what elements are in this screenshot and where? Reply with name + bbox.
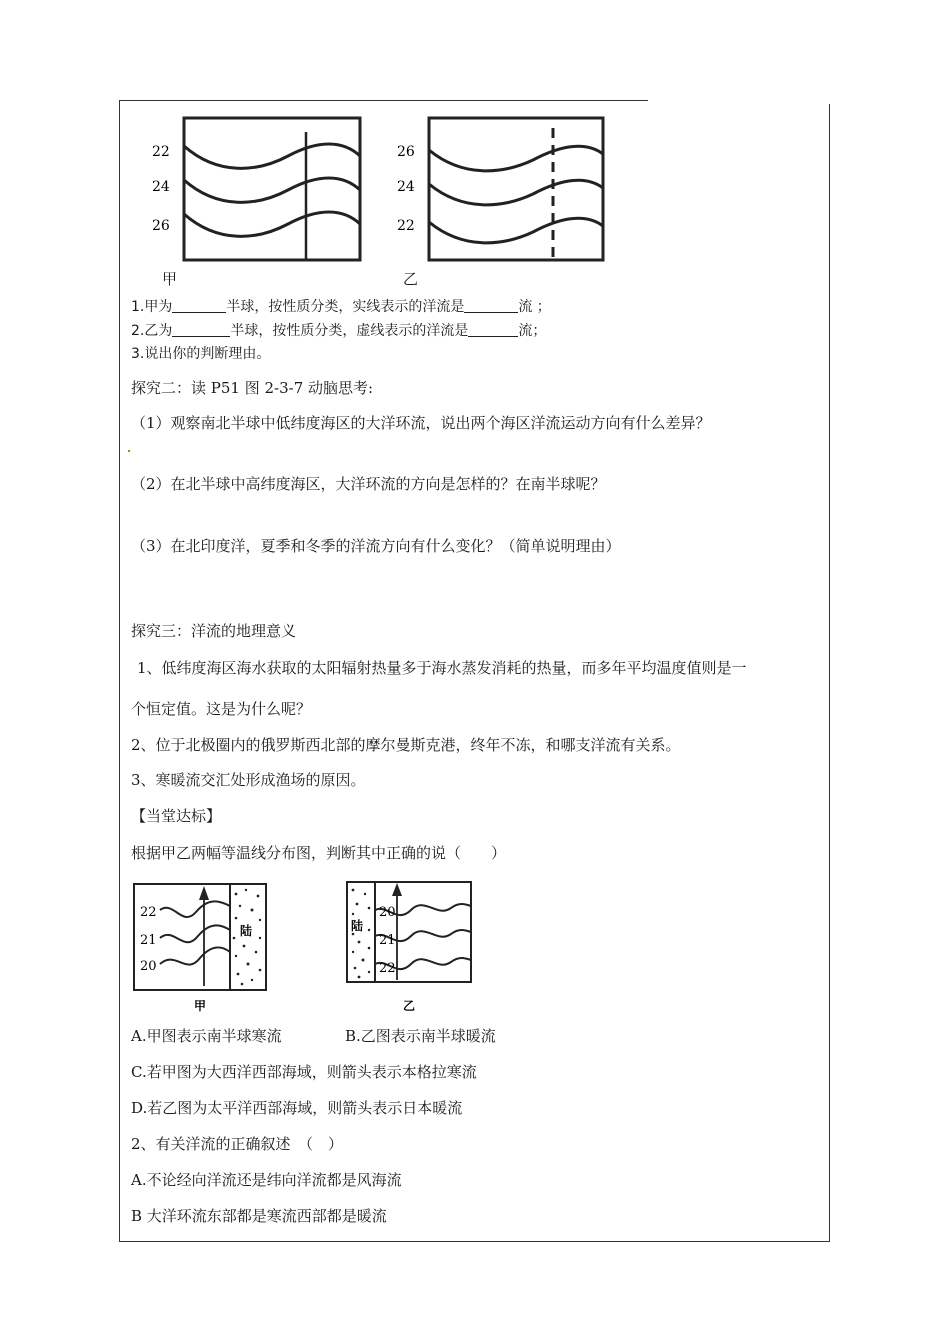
isotherm-label: 22 xyxy=(397,218,415,234)
explore3-title: 探究三：洋流的地理意义 xyxy=(131,622,297,640)
option-b: B.乙图表示南半球暖流 xyxy=(345,1027,496,1045)
isotherm-label: 20 xyxy=(140,959,157,974)
q1-prefix: 1.甲为 xyxy=(131,299,173,315)
answer-blank[interactable] xyxy=(172,298,226,313)
isotherm-line xyxy=(184,144,360,168)
frame-top-gap xyxy=(648,96,832,104)
explore2-item-2: （2）在北半球中高纬度海区，大洋环流的方向是怎样的？在南半球呢？ xyxy=(131,475,606,493)
q2-suffix: 流； xyxy=(518,323,547,339)
figure-jia-label: 甲 xyxy=(162,270,178,288)
option-a: A.甲图表示南半球寒流 xyxy=(131,1027,282,1045)
q2-option-b: B 大洋环流东部都是寒流西部都是暖流 xyxy=(131,1207,387,1225)
isotherm-line xyxy=(429,218,603,243)
isotherm-label: 22 xyxy=(152,144,170,160)
option-c: C.若甲图为大西洋西部海域，则箭头表示本格拉寒流 xyxy=(131,1063,477,1081)
isotherm-label: 24 xyxy=(152,179,170,195)
explore3-item-1b: 个恒定值。这是为什么呢？ xyxy=(131,700,312,718)
isotherm-line xyxy=(160,947,230,964)
isotherm-label: 21 xyxy=(379,933,396,948)
isotherm-line xyxy=(429,180,603,205)
isotherm-line xyxy=(184,178,360,202)
explore2-title: 探究二：读 P51 图 2-3-7 动脑思考: xyxy=(131,379,374,397)
figure-yi-label: 乙 xyxy=(403,270,419,288)
isotherm-line xyxy=(160,925,230,942)
explore2-item-3: （3）在北印度洋，夏季和冬季的洋流方向有什么变化？（简单说明理由） xyxy=(131,537,621,555)
figure2-yi xyxy=(345,880,475,1015)
isotherm-label: 26 xyxy=(152,218,170,234)
answer-blank[interactable] xyxy=(172,322,230,337)
q2-option-a: A.不论经向洋流还是纬向洋流都是风海流 xyxy=(131,1171,402,1189)
land-label: 陆 xyxy=(240,924,253,938)
arrow-head xyxy=(199,886,209,900)
figure2-jia xyxy=(132,880,272,1015)
figure2-jia-label: 甲 xyxy=(194,999,207,1013)
explore3-item-3: 3、寒暖流交汇处形成渔场的原因。 xyxy=(131,771,366,789)
explore3-item-2: 2、位于北极圈内的俄罗斯西北部的摩尔曼斯克港，终年不冻，和哪支洋流有关系。 xyxy=(131,736,681,754)
arrow-head xyxy=(392,883,402,896)
stray-mark xyxy=(128,450,130,452)
isotherm-label: 20 xyxy=(379,905,396,920)
isotherm-label: 22 xyxy=(140,905,157,920)
answer-blank[interactable] xyxy=(464,298,518,313)
q1-middle: 半球，按性质分类，实线表示的洋流是 xyxy=(226,299,465,315)
question-2 xyxy=(131,322,546,340)
isotherm-line xyxy=(160,901,230,917)
explore2-item-1: （1）观察南北半球中低纬度海区的大洋环流，说出两个海区洋流运动方向有什么差异？ xyxy=(131,414,711,432)
question-1 xyxy=(131,298,551,316)
isotherm-line xyxy=(184,212,360,236)
explore3-item-1a: 1、低纬度海区海水获取的太阳辐射热量多于海水蒸发消耗的热量，而多年平均温度值则是一 xyxy=(137,659,747,677)
figure-yi-isotherms xyxy=(395,114,610,264)
figure-jia-isotherms xyxy=(148,114,368,264)
land-label: 陆 xyxy=(351,919,364,933)
isotherm-label: 21 xyxy=(140,933,157,948)
isotherm-label: 22 xyxy=(379,961,396,976)
q2-prefix: 2.乙为 xyxy=(131,323,173,339)
option-d: D.若乙图为太平洋西部海域，则箭头表示日本暖流 xyxy=(131,1099,463,1117)
answer-blank[interactable] xyxy=(468,322,518,337)
practice-heading: 【当堂达标】 xyxy=(131,807,222,825)
q2-middle: 半球，按性质分类，虚线表示的洋流是 xyxy=(230,323,469,339)
isotherm-label: 26 xyxy=(397,144,415,160)
isotherm-line xyxy=(429,146,603,171)
practice-question-2: 2、有关洋流的正确叙述 （ ） xyxy=(131,1135,344,1153)
question-3: 3.说出你的判断理由。 xyxy=(131,346,271,362)
practice-question-1: 根据甲乙两幅等温线分布图，判断其中正确的说（ ） xyxy=(131,844,507,862)
figure2-yi-label: 乙 xyxy=(403,999,416,1013)
isotherm-label: 24 xyxy=(397,179,415,195)
q1-suffix: 流 ； xyxy=(518,299,551,315)
